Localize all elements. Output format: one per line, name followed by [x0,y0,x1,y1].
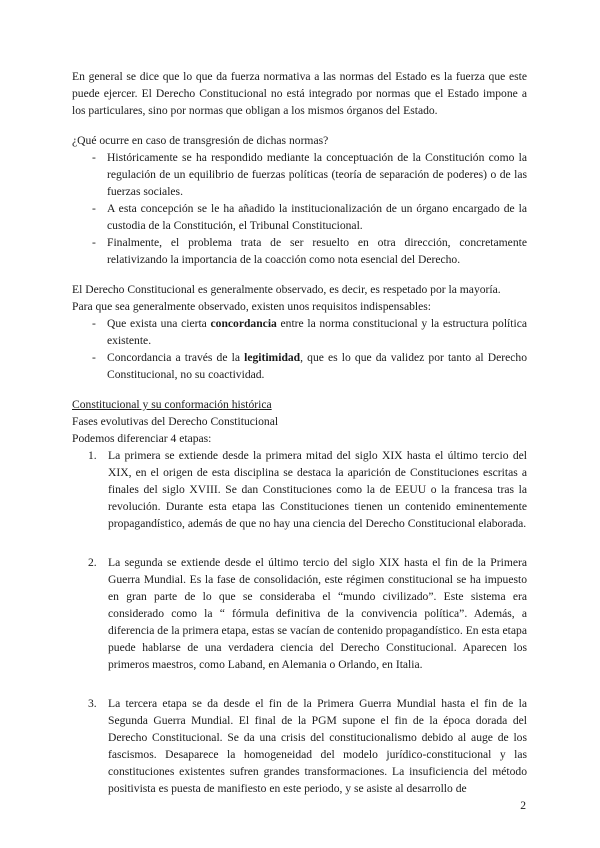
stage-number: 3. [88,697,97,710]
stage-item [72,695,527,797]
stages-list [72,447,527,797]
answers-list [72,149,527,268]
stage-text: La primera se extiende desde la primera mitad del siglo XIX hasta el último tercio del XIX, en el origen de esta disciplina se destaca la aparición de Constituciones escritas a finales del siglo XVIII. Se dan Constituciones como la de EEUU o la francesa tras la revolución. Durante esta etapa las Constituciones tienen un contenido eminentemente propagandístico, además de que no hay una ciencia del Derecho Constitucional elaborada. [108,449,527,530]
stage-item [72,554,527,673]
intro-paragraph: En general se dice que lo que da fuerza normativa a las normas del Estado es la fuerza que este puede ejercer. El Derecho Constitucional no está integrado por normas que el Estado impone a los particulares, sino por normas que obligan a los mismos órganos del Estado. [72,70,527,117]
question-line: ¿Qué ocurre en caso de transgresión de dichas normas? [72,134,329,147]
answer-item: - Históricamente se ha respondido mediante la conceptuación de la Constitución como la regulación de un equilibrio de fuerzas políticas (teoría de separación de poderes) o de las fuerzas sociales. [72,149,527,200]
subsection-title: Fases evolutivas del Derecho Constitucional [72,415,279,428]
requirements-list [72,315,527,383]
stages-intro: Podemos diferenciar 4 etapas: [72,432,212,445]
stage-text: La segunda se extiende desde el último tercio del siglo XIX hasta el fin de la Primera Guerra Mundial. Es la fase de consolidación, este régimen constitucional se ha impuesto en gran parte de lo que se consideraba el “mundo civilizado”. Este sistema era considerado como la “ fórmula definitiva de la convivencia política”. Además, a diferencia de la primera etapa, estas se vacían de contenido propagandístico. En esta etapa puede hablarse de una verdadera ciencia del Derecho Constitucional. Aparecen los primeros maestros, como Laband, en Alemania o Orlando, en Italia. [108,556,527,671]
document-page [72,68,527,797]
stage-number: 1. [88,449,97,462]
stage-number: 2. [88,556,97,569]
keyword-bold: legitimidad [244,351,301,364]
answer-item: - Finalmente, el problema trata de ser resuelto en otra dirección, concretamente relativizando la importancia de la coacción como nota esencial del Derecho. [72,234,527,268]
page-number: 2 [520,799,526,812]
requirement-item: - Que exista una cierta concordancia entre la norma constitucional y la estructura política existente. [72,315,527,349]
stage-item [72,447,527,532]
requirement-item: - Concordancia a través de la legitimidad, que es lo que da validez por tanto al Derecho Constitucional, no su coactividad. [72,349,527,383]
requirements-intro: Para que sea generalmente observado, existen unos requisitos indispensables: [72,300,431,313]
observed-line: El Derecho Constitucional es generalmente observado, es decir, es respetado por la mayoría. [72,283,501,296]
keyword-bold: concordancia [210,317,277,330]
section-title: Constitucional y su conformación histórica [72,398,272,411]
stage-text: La tercera etapa se da desde el fin de la Primera Guerra Mundial hasta el fin de la Segunda Guerra Mundial. El final de la PGM supone el fin de la época dorada del Derecho Constitucional. Se da una crisis del constitucionalismo debido al auge de los fascismos. Desaparece la homogeneidad del modelo jurídico-constitucional y las constituciones existentes sufren grandes transformaciones. La insuficiencia del método positivista es puesta de manifiesto en este periodo, y se asiste al desarrollo de [108,697,527,795]
answer-item: - A esta concepción se le ha añadido la institucionalización de un órgano encargado de la custodia de la Constitución, el Tribunal Constitucional. [72,200,527,234]
